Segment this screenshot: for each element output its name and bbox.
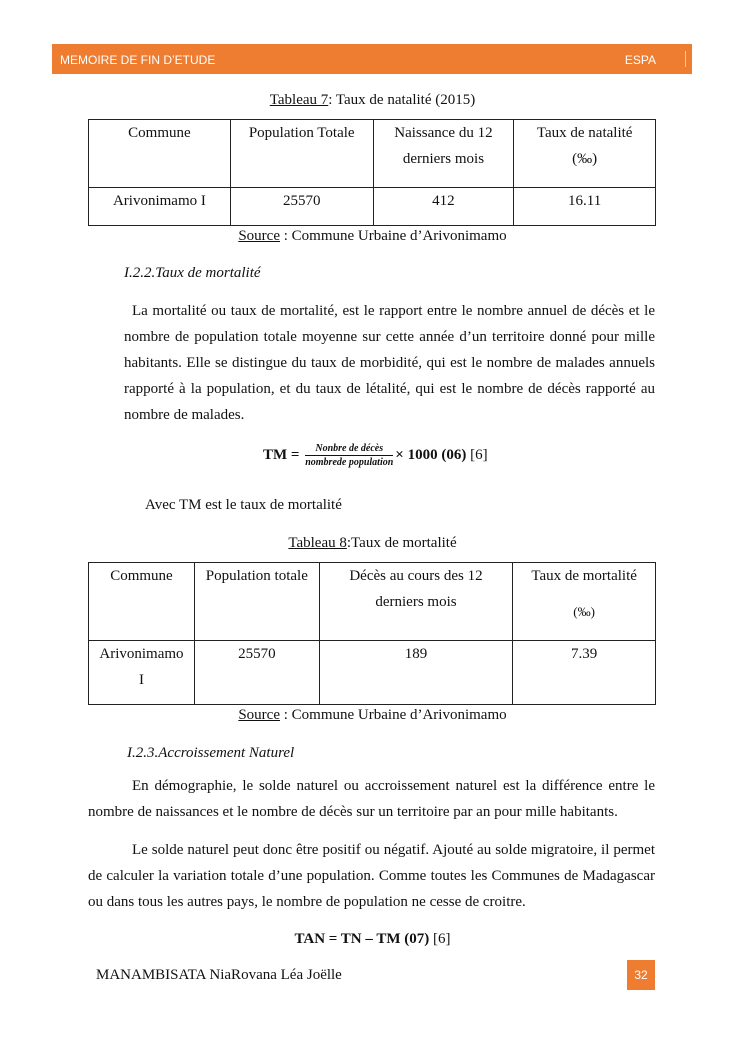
- table7-caption-label: Tableau 7: [269, 92, 329, 108]
- table8-source-text: : Commune Urbaine d’Arivonimamo: [280, 707, 507, 723]
- growth-formula: [0, 931, 745, 948]
- table-header-cell: Taux de mortalité (‰): [513, 563, 656, 641]
- table8-caption-text: :Taux de mortalité: [346, 535, 457, 551]
- table-cell: 189: [319, 641, 513, 705]
- growth-paragraph-1: En démographie, le solde naturel ou accroissement naturel est la différence entre le nombre de naissances et le nombre de décès sur un territoire par an pour mille habitants.: [88, 778, 655, 820]
- table7-caption-text: : Taux de natalité (2015): [328, 92, 476, 108]
- header-title: MEMOIRE DE FIN D’ETUDE: [60, 53, 216, 67]
- header-separator: [685, 51, 686, 67]
- table8-caption-label: Tableau 8: [288, 535, 347, 551]
- growth-formula-expression: TAN = TN – TM (07): [294, 931, 430, 947]
- table7-caption: [0, 92, 745, 109]
- page-number: 32: [627, 960, 655, 990]
- table-cell: 412: [373, 188, 514, 226]
- table-natality: [88, 119, 656, 226]
- table-header-cell: Naissance du 12 derniers mois: [373, 120, 514, 188]
- table-cell: 25570: [230, 188, 373, 226]
- table7-source-text: : Commune Urbaine d’Arivonimamo: [280, 228, 507, 244]
- mortality-paragraph: La mortalité ou taux de mortalité, est le rapport entre le nombre annuel de décès et le nombre de population totale moyenne sur cette année d’un territoire donné pour mille habitants. Elle se distingue du taux de morbidité, qui est le nombre de malades annuels rapporté à la population, et du taux de létalité, qui est le nombre de décès rapporté au nombre de malades.: [124, 303, 655, 423]
- page-header: [52, 44, 692, 74]
- header-school: ESPA: [624, 53, 656, 67]
- growth-paragraph-2: Le solde naturel peut donc être positif ou négatif. Ajouté au solde migratoire, il permet de calculer la variation totale d’une population. Comme toutes les Communes de Madagascar ou dans tous les autres pays, le nombre de population ne cesse de croitre.: [88, 842, 655, 910]
- section-title-growth: I.2.3.Accroissement Naturel: [127, 745, 295, 761]
- table-row: [89, 641, 656, 705]
- table-cell: Arivonimamo I: [89, 188, 231, 226]
- table-cell: 16.11: [514, 188, 656, 226]
- mortality-definition: Avec TM est le taux de mortalité: [145, 497, 342, 513]
- formula-fraction: [305, 443, 393, 468]
- table-header-cell: Décès au cours des 12 derniers mois: [319, 563, 513, 641]
- table-row: [89, 188, 656, 226]
- table-header-row: [89, 563, 656, 641]
- formula-numerator: Nonbre de décès: [305, 443, 393, 456]
- formula-denominator: nombrede population: [305, 457, 394, 468]
- table-header-row: [89, 120, 656, 188]
- table-header-cell: Population Totale: [230, 120, 373, 188]
- table-mortality: [88, 562, 656, 705]
- formula-lhs: TM =: [263, 446, 304, 463]
- formula-reference: [6]: [466, 446, 488, 463]
- section-title-mortality: I.2.2.Taux de mortalité: [124, 265, 261, 281]
- table-cell: 7.39: [513, 641, 656, 705]
- table7-source-label: Source: [238, 228, 280, 244]
- table-header-cell: Population totale: [194, 563, 319, 641]
- table-header-cell: Commune: [89, 120, 231, 188]
- table8-source: [0, 707, 745, 724]
- growth-formula-reference: [6]: [429, 931, 451, 947]
- footer-author: MANAMBISATA NiaRovana Léa Joëlle: [96, 967, 342, 983]
- table7-source: [0, 228, 745, 245]
- table-header-cell: Commune: [89, 563, 195, 641]
- table8-source-label: Source: [238, 707, 280, 723]
- formula-rhs: × 1000 (06): [395, 446, 467, 463]
- table-cell: 25570: [194, 641, 319, 705]
- table-header-cell: Taux de natalité (‰): [514, 120, 656, 188]
- mortality-formula: [263, 443, 488, 468]
- table8-caption: [0, 535, 745, 552]
- table-cell: Arivonimamo I: [89, 641, 195, 705]
